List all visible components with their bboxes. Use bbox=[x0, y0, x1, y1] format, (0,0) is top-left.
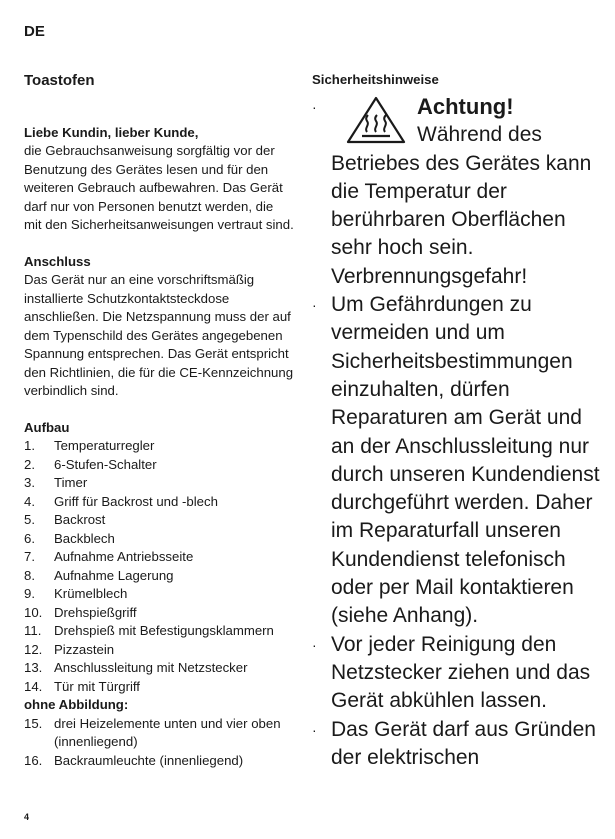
list-item bbox=[24, 659, 294, 678]
item-text: Backrost bbox=[54, 512, 106, 527]
item-number: 2. bbox=[24, 456, 35, 472]
item-number: 11. bbox=[24, 623, 42, 638]
list-item bbox=[312, 631, 602, 716]
warning-first-line: Während des bbox=[417, 123, 542, 147]
without-image-label: ohne Abbildung: bbox=[24, 697, 129, 712]
item-text: Timer bbox=[54, 475, 88, 490]
anschluss-heading: Anschluss bbox=[24, 253, 91, 269]
list-item bbox=[24, 641, 294, 660]
list-item bbox=[24, 715, 294, 752]
item-number: 16. bbox=[24, 752, 43, 768]
left-column bbox=[24, 72, 294, 788]
item-number: 13. bbox=[24, 660, 43, 675]
safety-heading: Sicherheitshinweise bbox=[312, 72, 439, 87]
list-item bbox=[312, 716, 602, 773]
extra-parts-list bbox=[24, 715, 294, 771]
item-number: 6. bbox=[24, 530, 35, 546]
salutation: Liebe Kundin, lieber Kunde, bbox=[24, 124, 199, 140]
intro-section bbox=[24, 124, 294, 235]
warning-title: Achtung! bbox=[417, 94, 514, 119]
item-text: Backblech bbox=[54, 530, 115, 546]
aufbau-section bbox=[24, 419, 294, 771]
list-item bbox=[24, 604, 294, 623]
list-item bbox=[24, 474, 294, 493]
bullet-text: Das Gerät darf aus Gründen der elektrischen bbox=[331, 717, 596, 769]
item-text: Backraumleuchte (innenliegend) bbox=[54, 752, 244, 768]
item-text: Temperaturregler bbox=[54, 438, 155, 453]
bullet-symbol: · bbox=[312, 99, 317, 115]
document-title: Toastofen bbox=[24, 72, 95, 89]
bullet-symbol: · bbox=[312, 636, 317, 653]
item-number: 9. bbox=[24, 586, 35, 601]
list-item bbox=[24, 530, 294, 549]
list-item bbox=[312, 93, 602, 291]
warning-text: Betriebes des Gerätes kann die Temperatur der berührbaren Oberflächen sehr hoch sein. Verbrennungsgefahr! bbox=[331, 151, 592, 288]
item-text: 6-Stufen-Schalter bbox=[54, 456, 157, 472]
bullet-symbol: · bbox=[312, 297, 317, 314]
bullet-text: Um Gefährdungen zu vermeiden und um Sicherheitsbestimmungen einzuhalten, dürfen Reparaturen am Gerät und an der Anschlussleitung nur durch unseren Kundendienst durchgeführt werden. Daher im Reparaturfall unseren Kundendienst telefonisch oder per Mail kontaktieren (siehe Anhang). bbox=[331, 293, 600, 628]
item-number: 5. bbox=[24, 512, 35, 527]
item-text: Pizzastein bbox=[54, 641, 115, 657]
list-item bbox=[24, 752, 294, 771]
item-number: 14. bbox=[24, 678, 43, 694]
item-text: Tür mit Türgriff bbox=[54, 678, 140, 694]
list-item bbox=[24, 678, 294, 697]
right-column bbox=[312, 72, 602, 772]
item-text: Aufnahme Lagerung bbox=[54, 567, 174, 583]
page-number: 4 bbox=[24, 812, 30, 822]
list-item bbox=[24, 567, 294, 586]
bullet-text: Vor jeder Reinigung den Netzstecker ziehen und das Gerät abkühlen lassen. bbox=[331, 632, 591, 713]
bullet-symbol: · bbox=[312, 721, 317, 738]
item-number: 8. bbox=[24, 567, 35, 583]
item-text: Griff für Backrost und -blech bbox=[54, 493, 218, 509]
list-item bbox=[24, 548, 294, 567]
aufbau-heading: Aufbau bbox=[24, 419, 70, 435]
list-item bbox=[24, 456, 294, 475]
list-item bbox=[24, 493, 294, 512]
item-number: 12. bbox=[24, 641, 43, 657]
safety-list bbox=[312, 93, 602, 772]
item-text: drei Heizelemente unten und vier oben (innenliegend) bbox=[54, 715, 281, 749]
list-item bbox=[312, 291, 602, 631]
item-text: Krümelblech bbox=[54, 586, 128, 601]
item-number: 7. bbox=[24, 549, 35, 564]
list-item bbox=[24, 585, 294, 604]
item-number: 15. bbox=[24, 715, 43, 731]
item-number: 10. bbox=[24, 604, 43, 620]
language-code: DE bbox=[24, 23, 45, 40]
item-number: 3. bbox=[24, 475, 35, 490]
list-item bbox=[24, 511, 294, 530]
item-number: 4. bbox=[24, 493, 35, 509]
parts-list bbox=[24, 437, 294, 696]
hot-surface-warning-icon bbox=[345, 95, 407, 145]
intro-text: die Gebrauchsanweisung sorgfältig vor der Benutzung des Gerätes lesen und für den weiteren Gebrauch aufbewahren. Das Gerät darf nur von Personen benutzt werden, die mit den Sicherheitsanweisungen vertraut sind. bbox=[24, 143, 294, 232]
item-text: Aufnahme Antriebsseite bbox=[54, 549, 194, 564]
item-text: Drehspießgriff bbox=[54, 604, 137, 620]
list-item bbox=[24, 437, 294, 456]
item-text: Anschlussleitung mit Netzstecker bbox=[54, 660, 248, 675]
item-text: Drehspieß mit Befestigungsklammern bbox=[54, 623, 274, 638]
item-number: 1. bbox=[24, 438, 35, 453]
anschluss-text: Das Gerät nur an eine vorschriftsmäßig installierte Schutzkontaktsteckdose anschließen. Die Netzspannung muss der auf dem Typenschild des Gerätes angegebenen Spannung entsprechen. Das Gerät entspricht den Richtlinien, die für die CE-Kennzeichnung verbindlich sind. bbox=[24, 272, 294, 398]
list-item bbox=[24, 622, 294, 641]
anschluss-section bbox=[24, 253, 294, 401]
